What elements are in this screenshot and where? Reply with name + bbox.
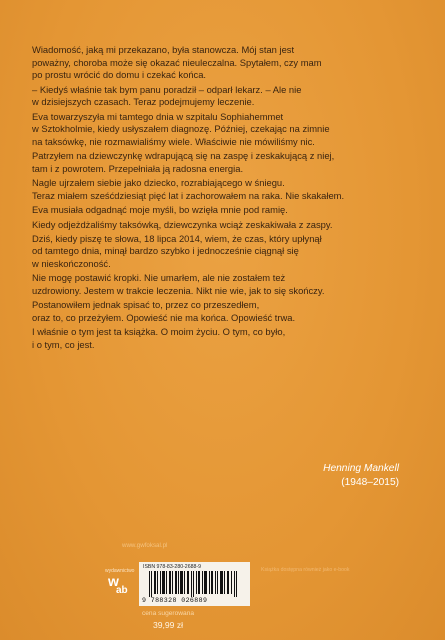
author-signature [323,462,399,490]
blurb-line: od tamtego dnia, minął bardzo szybko i jednocześnie ciągnął się [32,245,299,257]
blurb-paragraph [32,219,412,232]
blurb-line: I właśnie o tym jest ta książka. O moim życiu. O tym, co było, [32,326,286,338]
wab-publisher-logo-icon [104,562,135,596]
blurb-line: Dziś, kiedy piszę te słowa, 18 lipca 2014, wiem, że czas, który upłynął [32,232,322,244]
blurb-paragraph [32,272,412,297]
isbn-label: ISBN 978-83-280-2688-9 [143,564,201,570]
blurb-line: – Kiedyś właśnie tak bym panu poradził – odparł lekarz. – Ale nie [32,83,302,95]
author-name: Henning Mankell [323,463,399,474]
blurb-line: oraz to, co przeżyłem. Opowieść nie ma końca. Opowieść trwa. [32,312,296,324]
blurb-line: Wiadomość, jaką mi przekazano, była stanowcza. Mój stan jest [32,44,295,55]
blurb-paragraph [32,84,412,109]
blurb-line: po prostu wrócić do domu i czekać końca. [32,69,207,81]
blurb-paragraph [32,326,412,351]
blurb-line: Postanowiłem jednak spisać to, przez co przeszedłem, [32,299,260,311]
ebook-availability-note: Książka dostępna również jako e-book [261,567,350,573]
blurb-paragraph [32,150,412,175]
blurb-line: w Sztokholmie, kiedy usłyszałem diagnozę. Później, czekając na zimnie [32,123,330,135]
blurb-line: i o tym, co jest. [32,339,95,351]
blurb-line: Eva towarzyszyła mi tamtego dnia w szpitalu Sophiahemmet [32,110,284,122]
blurb-line: na taksówkę, nie rozmawialiśmy wiele. Właściwie nie mówiliśmy nic. [32,135,315,147]
blurb-line: Nagle ujrzałem siebie jako dziecko, rozrabiającego w śniegu. [32,177,285,189]
blurb-line: w nieskończoność. [32,258,111,270]
back-cover-blurb [32,44,412,352]
blurb-line: tam i z powrotem. Przepełniała ją radosna energia. [32,162,244,174]
blurb-line: Teraz miałem sześćdziesiąt pięć lat i zachorowałem na raka. Nie skakałem. [32,189,345,201]
blurb-line: Kiedy odjeżdżaliśmy taksówką, dziewczynka wciąż zeskakiwała z zaspy. [32,218,333,230]
blurb-line: Patrzyłem na dziewczynkę wdrapującą się na zaspę i zeskakującą z niej, [32,150,335,162]
blurb-line: Nie mogę postawić kropki. Nie umarłem, ale nie zostałem też [32,272,286,284]
svg-text:wydawnictwo: wydawnictwo [105,568,135,574]
isbn-barcode [139,562,250,606]
barcode-bars [149,571,241,597]
suggested-price-value: 39,99 zł [152,620,184,630]
blurb-line: w dzisiejszych czasach. Teraz podejmujemy leczenie. [32,96,255,108]
barcode-digits: 9 788328 026889 [142,597,208,604]
publisher-website: www.gwfoksal.pl [122,542,168,549]
blurb-line: poważny, choroba może się okazać nieuleczalna. Spytałem, czy mam [32,56,322,68]
blurb-paragraph [32,177,412,202]
blurb-line: Eva musiała odgadnąć moje myśli, bo wzięła mnie pod ramię. [32,204,288,216]
blurb-paragraph [32,204,412,217]
blurb-paragraph [32,233,412,271]
blurb-paragraph [32,111,412,149]
blurb-paragraph [32,299,412,324]
author-years: (1948–2015) [341,477,399,488]
suggested-price-label: cena sugerowana [141,610,195,617]
svg-text:ab: ab [116,585,128,596]
blurb-paragraph [32,44,412,82]
blurb-line: uzdrowiony. Jestem w trakcie leczenia. Nikt nie wie, jak to się skończy. [32,285,325,297]
svg-text:w: w [108,573,119,589]
